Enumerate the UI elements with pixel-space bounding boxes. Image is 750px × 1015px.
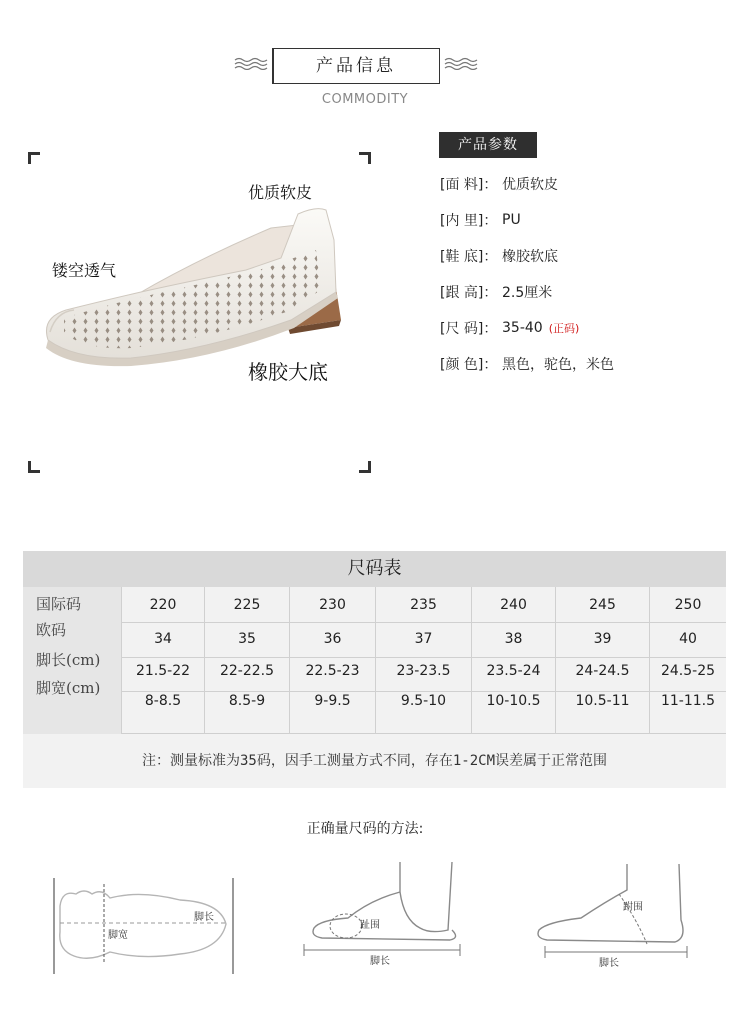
cell-foot-length: 22.5-23	[305, 663, 360, 679]
row-label-width: 脚宽(cm)	[36, 679, 101, 697]
size-column	[204, 587, 289, 734]
param-label: [内 里]：	[440, 213, 498, 229]
feature-callout-sole: 橡胶大底	[248, 360, 328, 384]
param-row	[440, 310, 740, 346]
foot-length-label: 脚长	[599, 958, 619, 969]
param-value: PU	[502, 212, 521, 228]
cell-foot-width: 10.5-11	[575, 693, 630, 709]
cell-foot-length: 22-22.5	[219, 663, 275, 679]
cell-foot-length: 23-23.5	[396, 663, 451, 679]
cell-eu-size: 40	[679, 631, 697, 647]
wave-decoration-icon	[444, 56, 478, 70]
param-row	[440, 274, 740, 310]
cell-eu-size: 38	[504, 631, 523, 647]
param-row	[440, 346, 740, 382]
cell-eu-size: 36	[323, 631, 342, 647]
row-label-eu: 欧码	[36, 621, 67, 639]
param-label: [颜 色]：	[440, 357, 498, 373]
header-title-box	[272, 48, 440, 84]
cell-foot-width: 8.5-9	[228, 693, 266, 709]
param-label: [跟 高]：	[440, 285, 498, 301]
cell-foot-width: 11-11.5	[660, 693, 716, 709]
size-column	[375, 587, 471, 734]
frame-corner	[359, 152, 371, 164]
cell-foot-length: 21.5-22	[135, 663, 191, 679]
frame-corner	[28, 152, 40, 164]
cell-intl-size: 230	[319, 597, 346, 613]
cell-foot-length: 24.5-25	[660, 663, 716, 679]
cell-foot-width: 9-9.5	[314, 693, 351, 709]
size-note-band	[23, 734, 726, 788]
row-label-length: 脚长(cm)	[36, 651, 101, 669]
cell-eu-size: 34	[154, 631, 172, 647]
cell-foot-length: 23.5-24	[486, 663, 541, 679]
param-row	[440, 166, 740, 202]
size-note-text: 注：测量标准为35码，因手工测量方式不同，存在1-2CM误差属于正常范围	[142, 753, 607, 769]
size-column	[289, 587, 375, 734]
section-header	[0, 40, 750, 110]
foot-side-instep-diagram	[525, 860, 695, 975]
cell-foot-width: 9.5-10	[400, 693, 447, 709]
measure-title: 正确量尺码的方法:	[306, 821, 424, 837]
params-title: 产品参数	[439, 132, 537, 158]
cell-intl-size: 225	[233, 597, 261, 613]
page-title: 产品信息	[316, 56, 396, 76]
param-label: [面 料]：	[440, 177, 498, 193]
param-value: 橡胶软底	[502, 249, 558, 265]
params-list	[440, 166, 740, 382]
instep-girth-label: 跗围	[623, 902, 643, 913]
cell-intl-size: 220	[149, 597, 177, 613]
size-column	[471, 587, 555, 734]
cell-intl-size: 240	[500, 597, 527, 613]
param-row	[440, 238, 740, 274]
feature-callout-breathable: 镂空透气	[52, 261, 117, 280]
foot-side-toe-diagram	[300, 858, 465, 973]
frame-corner	[359, 461, 371, 473]
cell-foot-width: 10-10.5	[486, 693, 541, 709]
param-value: 35-40	[502, 320, 543, 336]
size-note: (正码)	[548, 322, 580, 335]
foot-outline-top-icon	[50, 876, 240, 976]
param-value: 2.5厘米	[502, 285, 553, 301]
toe-girth-label: 趾围	[360, 920, 380, 931]
size-table-title: 尺码表	[23, 551, 726, 587]
size-column	[555, 587, 649, 734]
wave-decoration-icon	[234, 56, 268, 70]
size-column	[121, 587, 204, 734]
feature-callout-leather: 优质软皮	[248, 183, 313, 202]
row-label-intl: 国际码	[36, 595, 82, 613]
foot-top-diagram	[50, 876, 240, 976]
size-table-row-labels	[23, 587, 121, 734]
foot-length-label: 脚长	[370, 956, 390, 967]
cell-foot-width: 8-8.5	[144, 693, 182, 709]
cell-eu-size: 35	[238, 631, 256, 647]
cell-intl-size: 250	[674, 597, 702, 613]
page-subtitle: COMMODITY	[321, 92, 409, 107]
param-value: 优质软皮	[502, 177, 558, 193]
param-label: [鞋 底]：	[440, 249, 498, 265]
foot-width-label: 脚宽	[108, 930, 128, 941]
cell-eu-size: 37	[414, 631, 433, 647]
cell-foot-length: 24-24.5	[575, 663, 630, 679]
cell-intl-size: 235	[410, 597, 437, 613]
size-column	[649, 587, 726, 734]
frame-corner	[28, 461, 40, 473]
cell-eu-size: 39	[593, 631, 612, 647]
param-label: [尺 码]：	[440, 321, 498, 337]
param-row	[440, 202, 740, 238]
param-value: 黑色，驼色，米色	[502, 357, 614, 373]
cell-intl-size: 245	[589, 597, 616, 613]
foot-length-label: 脚长	[194, 912, 214, 923]
size-table	[23, 587, 726, 734]
